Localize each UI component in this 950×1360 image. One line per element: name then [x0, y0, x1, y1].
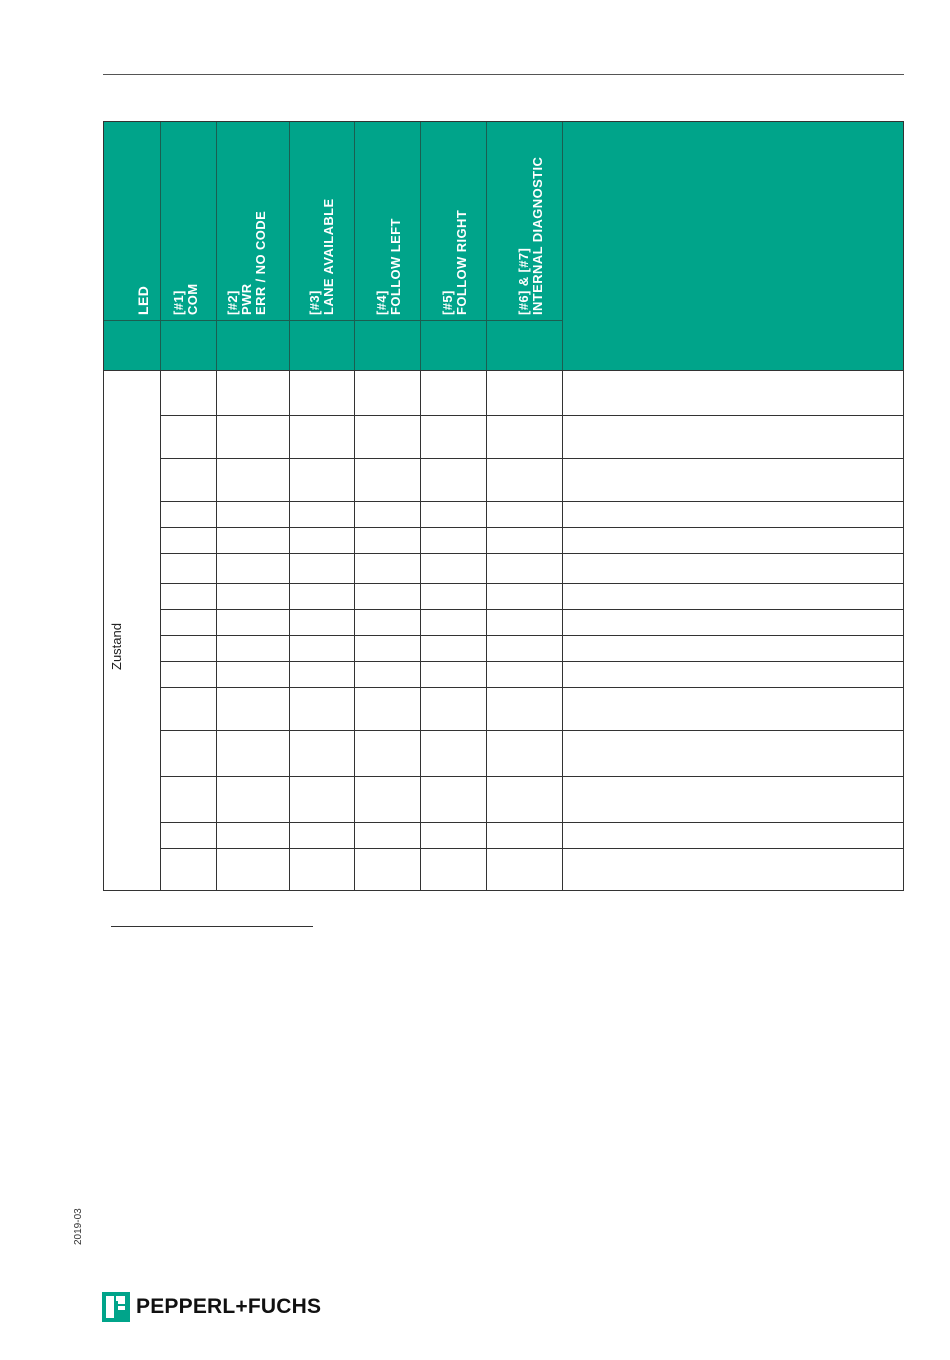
row-divider [160, 501, 903, 502]
header-col-2-label: [#2] PWR ERR / NO CODE [225, 210, 268, 315]
footnote-rule [111, 926, 313, 927]
header-col-4-label: [#4] FOLLOW LEFT [374, 218, 403, 315]
header-col-3 [290, 122, 355, 370]
header-description-cell [563, 122, 903, 370]
row-divider [160, 458, 903, 459]
row-label-zustand: Zustand [109, 623, 124, 670]
table-body [103, 370, 904, 891]
row-divider [160, 609, 903, 610]
row-divider [160, 661, 903, 662]
row-divider [160, 730, 903, 731]
row-divider [160, 553, 903, 554]
row-divider [160, 583, 903, 584]
header-col-1-label: [#1] COM [171, 283, 200, 315]
table-header [103, 121, 904, 371]
row-divider [160, 822, 903, 823]
row-divider [160, 635, 903, 636]
header-col-5 [421, 122, 487, 370]
row-divider [160, 527, 903, 528]
top-rule [103, 74, 904, 75]
header-col-5-label: [#5] FOLLOW RIGHT [440, 209, 469, 315]
header-col-6 [487, 122, 563, 370]
document-date: 2019-03 [73, 1208, 84, 1245]
header-col-4 [355, 122, 421, 370]
row-divider [160, 848, 903, 849]
brand-logo [102, 1292, 321, 1322]
header-col-2 [217, 122, 290, 370]
header-led-label: LED [135, 285, 151, 315]
row-divider [160, 415, 903, 416]
header-col-6-label: [#6] & [#7] INTERNAL DIAGNOSTIC [516, 156, 545, 315]
header-col-1 [161, 122, 217, 370]
pf-logo-icon [102, 1292, 130, 1322]
header-col-3-label: [#3] LANE AVAILABLE [307, 198, 336, 315]
brand-name: PEPPERL+FUCHS [136, 1295, 322, 1318]
row-divider [160, 687, 903, 688]
row-divider [160, 776, 903, 777]
header-led-cell [104, 122, 161, 370]
